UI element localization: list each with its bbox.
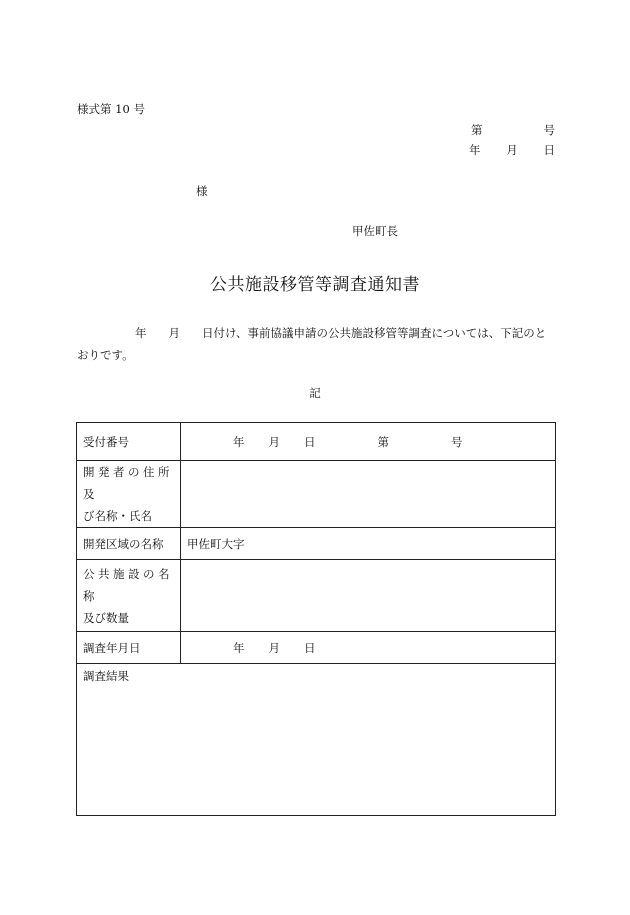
document-date	[469, 142, 555, 158]
body-month: 月	[168, 326, 180, 340]
reception-day: 日	[304, 434, 316, 449]
reception-no-prefix: 第	[377, 434, 389, 449]
developer-address-value	[181, 461, 556, 528]
body-text: 日付け、事前協議申請の公共施設移管等調査については、下記のとおりです。	[77, 326, 547, 362]
survey-day: 日	[304, 640, 316, 655]
facility-label-line2: 及び数量	[83, 610, 129, 625]
table-row	[77, 664, 556, 816]
date-year: 年	[469, 143, 481, 157]
table-row	[77, 423, 556, 461]
facility-label-line1: 公共施設の名称	[83, 566, 173, 603]
reception-number-cell	[181, 423, 556, 461]
table-row	[77, 461, 556, 528]
table-row	[77, 632, 556, 664]
reception-year: 年	[233, 434, 245, 449]
sender-name: 甲佐町長	[352, 224, 398, 238]
doc-number-suffix: 号	[543, 123, 555, 137]
survey-result-cell	[77, 664, 556, 816]
survey-table	[76, 422, 556, 816]
table-row	[77, 528, 556, 560]
reception-month: 月	[268, 434, 280, 449]
reception-number-label: 受付番号	[77, 423, 181, 461]
developer-label-line2: び名称・氏名	[83, 509, 152, 523]
ki-heading: 記	[309, 386, 321, 400]
document-number	[471, 122, 555, 138]
survey-date-cell	[181, 632, 556, 664]
developer-label-line1: 開発者の住所及	[83, 465, 173, 501]
developer-address-label	[77, 461, 181, 528]
public-facility-label	[77, 560, 181, 632]
body-paragraph	[77, 322, 555, 366]
form-number: 様式第 10 号	[77, 102, 145, 116]
survey-year: 年	[233, 640, 245, 655]
public-facility-value	[181, 560, 556, 632]
survey-result-label: 調査結果	[83, 669, 129, 683]
development-area-value: 甲佐町大字	[181, 528, 556, 560]
document-title: 公共施設移管等調査通知書	[210, 275, 420, 295]
survey-month: 月	[268, 640, 280, 655]
body-year: 年	[135, 326, 147, 340]
addressee-suffix: 様	[196, 184, 208, 198]
date-month: 月	[506, 143, 518, 157]
development-area-label: 開発区域の名称	[77, 528, 181, 560]
table-row	[77, 560, 556, 632]
doc-number-prefix: 第	[471, 123, 483, 137]
reception-no-suffix: 号	[451, 434, 463, 449]
survey-date-label: 調査年月日	[77, 632, 181, 664]
date-day: 日	[543, 143, 555, 157]
